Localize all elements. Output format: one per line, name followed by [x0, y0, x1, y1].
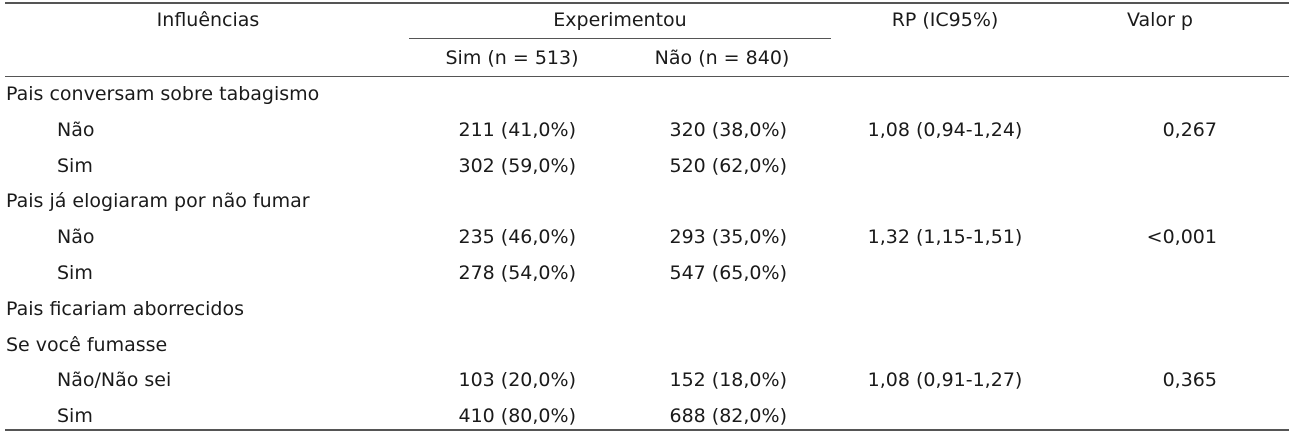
- no-count-cell: 152 (18,0%): [669, 369, 787, 392]
- group-title: Se você fumasse: [6, 333, 168, 356]
- group-title: Pais já elogiaram por não fumar: [6, 190, 310, 213]
- no-count-cell: 293 (35,0%): [669, 226, 787, 249]
- row-label: Sim: [57, 154, 93, 177]
- no-count-cell: 547 (65,0%): [669, 262, 787, 284]
- row-label: Sim: [57, 405, 93, 428]
- yes-count-cell: 410 (80,0%): [458, 405, 576, 428]
- header-influences: Influências: [156, 9, 260, 31]
- prevalence-ratio-cell: 1,32 (1,15-1,51): [867, 226, 1023, 249]
- row-label: Não: [57, 118, 95, 141]
- row-label: Sim: [57, 262, 93, 284]
- prevalence-ratio-cell: 1,08 (0,91-1,27): [867, 369, 1023, 392]
- yes-count-cell: 211 (41,0%): [458, 118, 576, 141]
- no-count-cell: 688 (82,0%): [669, 405, 787, 428]
- yes-count-cell: 103 (20,0%): [458, 369, 576, 392]
- group-title: Pais conversam sobre tabagismo: [6, 83, 320, 105]
- p-value-cell: 0,267: [1162, 118, 1217, 141]
- header-p-value: Valor p: [1127, 9, 1193, 31]
- top-rule: [5, 2, 1289, 4]
- yes-count-cell: 278 (54,0%): [458, 262, 576, 284]
- no-count-cell: 520 (62,0%): [669, 154, 787, 177]
- p-value-cell: 0,365: [1162, 369, 1217, 392]
- bottom-rule: [5, 429, 1289, 431]
- group-title: Pais ficariam aborrecidos: [6, 297, 245, 320]
- header-rule: [5, 76, 1289, 77]
- p-value-cell: <0,001: [1146, 226, 1217, 249]
- experimented-span-rule: [409, 38, 831, 39]
- yes-count-cell: 302 (59,0%): [458, 154, 576, 177]
- row-label: Não/Não sei: [57, 369, 172, 392]
- header-yes-group: Sim (n = 513): [445, 47, 579, 69]
- prevalence-ratio-cell: 1,08 (0,94-1,24): [867, 118, 1023, 141]
- no-count-cell: 320 (38,0%): [669, 118, 787, 141]
- row-label: Não: [57, 226, 95, 249]
- header-experimented: Experimentou: [553, 9, 687, 31]
- yes-count-cell: 235 (46,0%): [458, 226, 576, 249]
- header-no-group: Não (n = 840): [654, 47, 790, 69]
- header-pr-ci: RP (IC95%): [891, 9, 999, 31]
